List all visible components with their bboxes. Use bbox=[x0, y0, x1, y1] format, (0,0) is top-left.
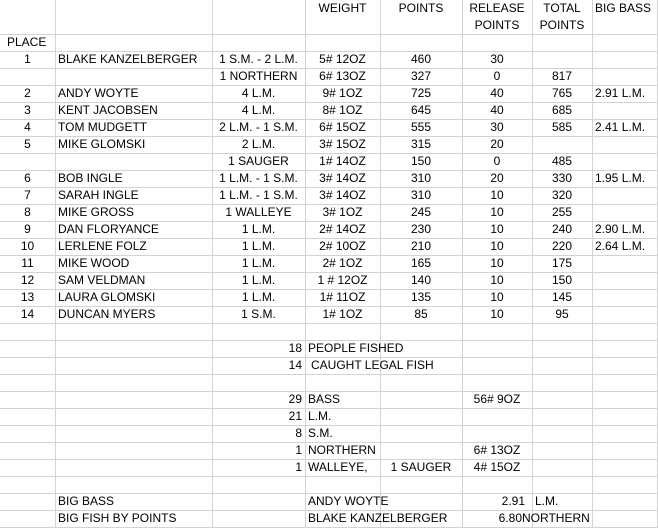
weight-cell: 5# 12OZ bbox=[319, 52, 366, 66]
big-bass-cell: 2.91 L.M. bbox=[595, 86, 646, 100]
release-points-cell: 10 bbox=[490, 256, 504, 270]
place-cell: 7 bbox=[24, 188, 31, 202]
big-bass-cell bbox=[592, 187, 658, 204]
release-points-cell: 10 bbox=[490, 188, 504, 202]
place-cell bbox=[0, 153, 55, 170]
fish-cell: 1 L.M. bbox=[241, 222, 276, 236]
angler-name-cell: MIKE GLOMSKI bbox=[58, 137, 146, 151]
release-points-cell: 10 bbox=[490, 222, 504, 236]
weight-cell: 6# 15OZ bbox=[319, 120, 366, 134]
angler-name-cell: LERLENE FOLZ bbox=[58, 239, 147, 253]
release-points-cell: 30 bbox=[490, 120, 504, 134]
release-points-cell: 40 bbox=[490, 86, 504, 100]
place-cell: 12 bbox=[20, 273, 35, 287]
release-points-cell: 30 bbox=[490, 52, 504, 66]
points-cell: 210 bbox=[410, 239, 432, 253]
angler-name-cell: SAM VELDMAN bbox=[58, 273, 146, 287]
angler-name-cell: TOM MUDGETT bbox=[58, 120, 148, 134]
sm-label: S.M. bbox=[308, 426, 333, 440]
header-big-bass: BIG BASS bbox=[595, 1, 652, 15]
gridline-horizontal bbox=[0, 374, 658, 375]
points-cell: 230 bbox=[410, 222, 432, 236]
weight-cell: 2# 10OZ bbox=[319, 239, 366, 253]
header-total-line2: POINTS bbox=[539, 18, 585, 32]
header-place: PLACE bbox=[7, 35, 47, 49]
fish-cell: 1 L.M. - 1 S.M. bbox=[219, 171, 298, 185]
release-points-cell: 10 bbox=[490, 273, 504, 287]
total-points-cell: 240 bbox=[551, 222, 573, 236]
big-bass-cell bbox=[592, 153, 658, 170]
big-bass-cell bbox=[592, 255, 658, 272]
big-bass-cell bbox=[592, 289, 658, 306]
points-cell: 245 bbox=[410, 205, 432, 219]
big-bass-cell bbox=[592, 102, 658, 119]
fish-cell: 4 L.M. bbox=[241, 103, 276, 117]
points-cell: 310 bbox=[410, 188, 432, 202]
big-bass-cell bbox=[592, 68, 658, 85]
total-points-cell: 175 bbox=[551, 256, 573, 270]
total-points-cell: 95 bbox=[555, 307, 569, 321]
angler-name-cell: LAURA GLOMSKI bbox=[58, 290, 156, 304]
fish-cell: 1 NORTHERN bbox=[219, 69, 298, 83]
total-points-cell: 585 bbox=[551, 120, 573, 134]
walleye-label: WALLEYE, bbox=[308, 460, 368, 474]
release-points-cell: 20 bbox=[490, 137, 504, 151]
fish-cell: 1 L.M. bbox=[241, 256, 276, 270]
header-release-line2: POINTS bbox=[474, 18, 520, 32]
points-cell: 327 bbox=[410, 69, 432, 83]
points-cell: 140 bbox=[410, 273, 432, 287]
fish-cell: 2 L.M. - 1 S.M. bbox=[219, 120, 298, 134]
release-points-cell: 10 bbox=[490, 239, 504, 253]
big-bass-cell bbox=[592, 51, 658, 68]
release-points-cell: 10 bbox=[490, 307, 504, 321]
weight-cell: 3# 15OZ bbox=[319, 137, 366, 151]
points-cell: 310 bbox=[410, 171, 432, 185]
header-weight: WEIGHT bbox=[318, 1, 367, 15]
bass-weight: 56# 9OZ bbox=[473, 392, 521, 406]
sm-count: 8 bbox=[295, 426, 302, 440]
weight-cell: 3# 14OZ bbox=[319, 171, 366, 185]
angler-name-cell bbox=[55, 68, 215, 85]
header-points: POINTS bbox=[398, 1, 444, 15]
fish-cell: 1 WALLEYE bbox=[225, 205, 292, 219]
big-bass-cell: 1.95 L.M. bbox=[595, 171, 646, 185]
big-bass-cell bbox=[592, 204, 658, 221]
header-release-line1: RELEASE bbox=[469, 1, 525, 15]
legal-fish-label: CAUGHT LEGAL FISH bbox=[311, 358, 434, 372]
legal-fish-count: 14 bbox=[288, 358, 302, 372]
place-cell: 5 bbox=[24, 137, 31, 151]
big-fish-unit: NORTHERN bbox=[522, 511, 590, 525]
big-bass-cell bbox=[592, 136, 658, 153]
lm-label: L.M. bbox=[308, 409, 332, 423]
gridline-horizontal bbox=[0, 323, 658, 324]
big-bass-cell: 2.90 L.M. bbox=[595, 222, 646, 236]
total-points-cell: 255 bbox=[551, 205, 573, 219]
walleye-sauger-weight: 4# 15OZ bbox=[473, 460, 521, 474]
fish-cell: 4 L.M. bbox=[241, 86, 276, 100]
gridline-horizontal bbox=[0, 34, 658, 35]
place-cell: 10 bbox=[20, 239, 35, 253]
weight-cell: 1# 1OZ bbox=[322, 307, 363, 321]
place-cell: 11 bbox=[21, 256, 34, 270]
angler-name-cell: MIKE GROSS bbox=[58, 205, 135, 219]
northern-weight: 6# 13OZ bbox=[473, 443, 521, 457]
big-bass-value: 2.91 bbox=[501, 494, 525, 508]
big-fish-winner: BLAKE KANZELBERGER bbox=[308, 511, 448, 525]
place-cell: 9 bbox=[24, 222, 31, 236]
fish-cell: 1 L.M. bbox=[241, 290, 276, 304]
angler-name-cell: MIKE WOOD bbox=[58, 256, 130, 270]
total-points-cell: 145 bbox=[551, 290, 573, 304]
big-bass-winner: ANDY WOYTE bbox=[308, 494, 389, 508]
people-fished-label: PEOPLE FISHED bbox=[308, 341, 404, 355]
gridline-horizontal bbox=[0, 476, 658, 477]
points-cell: 85 bbox=[414, 307, 428, 321]
weight-cell: 9# 1OZ bbox=[322, 86, 363, 100]
angler-name-cell: ANDY WOYTE bbox=[58, 86, 139, 100]
place-cell: 13 bbox=[20, 290, 35, 304]
weight-cell: 1# 11OZ bbox=[319, 290, 366, 304]
weight-cell: 8# 1OZ bbox=[322, 103, 363, 117]
total-points-cell: 765 bbox=[551, 86, 573, 100]
angler-name-cell bbox=[55, 153, 215, 170]
angler-name-cell: BOB INGLE bbox=[58, 171, 123, 185]
weight-cell: 6# 13OZ bbox=[319, 69, 366, 83]
place-cell bbox=[0, 68, 55, 85]
header-total-line1: TOTAL bbox=[543, 1, 581, 15]
total-points-cell: 485 bbox=[551, 154, 573, 168]
release-points-cell: 0 bbox=[493, 69, 501, 83]
place-cell: 8 bbox=[24, 205, 31, 219]
angler-name-cell: DUNCAN MYERS bbox=[58, 307, 156, 321]
place-cell: 14 bbox=[20, 307, 35, 321]
total-points-cell: 817 bbox=[551, 69, 573, 83]
release-points-cell: 10 bbox=[490, 205, 504, 219]
people-fished-count: 18 bbox=[288, 341, 302, 355]
fish-cell: 2 L.M. bbox=[241, 137, 276, 151]
walleye-count: 1 bbox=[295, 460, 302, 474]
release-points-cell: 10 bbox=[490, 290, 504, 304]
points-cell: 645 bbox=[410, 103, 432, 117]
big-fish-value: 6.80 bbox=[498, 511, 522, 525]
total-points-cell bbox=[532, 136, 592, 153]
points-cell: 150 bbox=[410, 154, 432, 168]
angler-name-cell: BLAKE KANZELBERGER bbox=[58, 52, 198, 66]
weight-cell: 2# 1OZ bbox=[322, 256, 363, 270]
bass-count: 29 bbox=[288, 392, 302, 406]
bass-label: BASS bbox=[308, 392, 341, 406]
big-bass-cell: 2.64 L.M. bbox=[595, 239, 646, 253]
angler-name-cell: KENT JACOBSEN bbox=[58, 103, 158, 117]
northern-label: NORTHERN bbox=[308, 443, 376, 457]
points-cell: 165 bbox=[410, 256, 432, 270]
total-points-cell: 685 bbox=[551, 103, 573, 117]
fish-cell: 1 S.M. bbox=[241, 307, 276, 321]
place-cell: 2 bbox=[24, 86, 31, 100]
fish-cell: 1 L.M. bbox=[241, 239, 276, 253]
big-bass-cell bbox=[592, 272, 658, 289]
weight-cell: 1# 14OZ bbox=[319, 154, 366, 168]
northern-count: 1 bbox=[295, 443, 302, 457]
weight-cell: 1 # 12OZ bbox=[317, 273, 368, 287]
points-cell: 725 bbox=[410, 86, 432, 100]
total-points-cell: 330 bbox=[551, 171, 573, 185]
total-points-cell: 150 bbox=[551, 273, 573, 287]
total-points-cell: 220 bbox=[551, 239, 573, 253]
place-cell: 3 bbox=[24, 103, 31, 117]
points-cell: 460 bbox=[410, 52, 432, 66]
total-points-cell bbox=[532, 51, 592, 68]
angler-name-cell: DAN FLORYANCE bbox=[58, 222, 159, 236]
weight-cell: 2# 14OZ bbox=[319, 222, 366, 236]
release-points-cell: 0 bbox=[493, 154, 501, 168]
fish-cell: 1 SAUGER bbox=[228, 154, 289, 168]
big-bass-award-label: BIG BASS bbox=[58, 494, 115, 508]
big-bass-cell: 2.41 L.M. bbox=[595, 120, 646, 134]
weight-cell: 3# 14OZ bbox=[319, 188, 366, 202]
lm-count: 21 bbox=[288, 409, 302, 423]
total-points-cell: 320 bbox=[551, 188, 573, 202]
fish-cell: 1 L.M. bbox=[241, 273, 276, 287]
place-cell: 1 bbox=[24, 52, 31, 66]
points-cell: 555 bbox=[410, 120, 432, 134]
weight-cell: 3# 1OZ bbox=[322, 205, 363, 219]
sauger-label: 1 SAUGER bbox=[390, 460, 452, 474]
big-bass-cell bbox=[592, 306, 658, 323]
angler-name-cell: SARAH INGLE bbox=[58, 188, 139, 202]
place-cell: 4 bbox=[24, 120, 31, 134]
place-cell: 6 bbox=[24, 171, 31, 185]
big-bass-unit: L.M. bbox=[535, 494, 559, 508]
fish-cell: 1 L.M. - 1 S.M. bbox=[219, 188, 298, 202]
fish-cell: 1 S.M. - 2 L.M. bbox=[219, 52, 298, 66]
points-cell: 135 bbox=[410, 290, 432, 304]
big-fish-award-label: BIG FISH BY POINTS bbox=[58, 511, 177, 525]
release-points-cell: 20 bbox=[490, 171, 504, 185]
points-cell: 315 bbox=[410, 137, 432, 151]
release-points-cell: 40 bbox=[490, 103, 504, 117]
